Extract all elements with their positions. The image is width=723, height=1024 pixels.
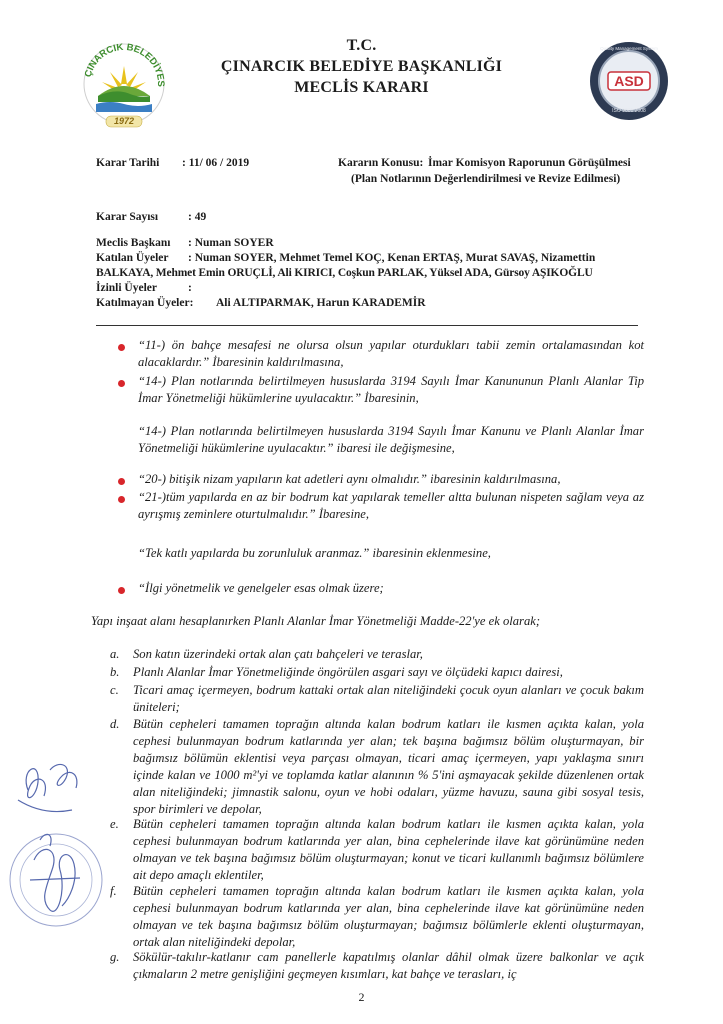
bullet-marker — [118, 496, 125, 503]
logo-year: 1972 — [113, 116, 135, 126]
attendees-line-2: BALKAYA, Mehmet Emin ORUÇLİ, Ali KIRICI, Coşkun PARLAK, Yüksel ADA, Gürsoy AŞIKOĞLU — [96, 267, 593, 279]
subject-line-2: (Plan Notlarının Değerlendirilmesi ve Revize Edilmesi) — [351, 173, 621, 185]
header-institution: ÇINARCIK BELEDİYE BAŞKANLIĞI — [220, 58, 503, 75]
page-number: 2 — [358, 990, 365, 1004]
list-label: c. — [110, 683, 119, 697]
on-leave-label: İzinli Üyeler — [96, 282, 157, 294]
list-label: e. — [110, 817, 119, 831]
list-label: b. — [110, 665, 120, 679]
bullet-item-21-addition: “Tek katlı yapılarda bu zorunluluk aranmaz.” ibaresinin eklenmesine, — [138, 546, 491, 560]
bullet-item-regulation: “İlgi yönetmelik ve genelgeler esas olmak üzere; — [138, 581, 384, 595]
list-item: Son katın üzerindeki ortak alan çatı bahçeleri ve teraslar, — [133, 647, 423, 661]
bullet-item-11: “11-) ön bahçe mesafesi ne olursa olsun yapılar oturdukları tabii zemin ortalamasından kot alacaklardır.” İbaresinin kaldırılmasına, — [138, 338, 644, 369]
subject-label: Kararın Konusu: — [338, 157, 424, 169]
council-chair-value: : Numan SOYER — [188, 237, 274, 249]
svg-text:ÇINARCIK BELEDİYESİ: ÇINARCIK BELEDİYES — [82, 41, 167, 87]
bullet-item-14: “14-) Plan notlarında belirtilmeyen hususlarda 3194 Sayılı İmar Kanununun Planlı Alanlar Tip İmar Yönetmeliği hükümlerine uyulacaktır.” İbaresinin, — [138, 374, 644, 405]
subject-line-1: İmar Komisyon Raporunun Görüşülmesi — [428, 157, 631, 169]
decision-number-label: Karar Sayısı — [96, 211, 159, 223]
council-chair-label: Meclis Başkanı — [96, 237, 171, 249]
bullet-marker — [118, 344, 125, 351]
header-tc: T.C. — [346, 37, 377, 54]
header-document-type: MECLİS KARARI — [294, 79, 429, 96]
handwritten-signature — [0, 730, 120, 960]
bullet-item-14-revision: “14-) Plan notlarında belirtilmeyen hususlarda 3194 Sayılı İmar Kanunu ve Planlı Alanlar İmar Yönetmeliği hükümlerine uyulacaktır.” ibaresi ile değişmesine, — [138, 424, 644, 455]
list-item: Sökülür-takılır-katlanır cam panellerle kapatılmış olanlar dâhil olmak üzere balkonlar ve açık çıkmaların 2 metre genişliğini geçmeyen kısımları, kat bahçe ve terasları, iç — [133, 950, 644, 981]
decision-date-value: : 11/ 06 / 2019 — [182, 157, 250, 169]
cert-standard: ISO 9001:2008 — [612, 108, 646, 114]
list-item: Bütün cepheleri tamamen toprağın altında kalan bodrum katları ile kısmen açıkta kalan, yola cephesi bulunmayan bodrum katlarında yer alan, bina cephelerinde ilave kat görünümüne neden olmayan ve tek başına bağımsız bölüm oluşturmayan; konut ve ticari kullanımlı bağımsız bölümlere ait depo amaçlı eklentiler, — [133, 817, 644, 882]
header-divider — [96, 325, 638, 326]
decision-date-label: Karar Tarihi — [96, 157, 160, 169]
bullet-marker — [118, 478, 125, 485]
list-label: a. — [110, 647, 120, 661]
attendees-line-1: : Numan SOYER, Mehmet Temel KOÇ, Kenan ERTAŞ, Murat SAVAŞ, Nizamettin — [188, 252, 596, 264]
bullet-marker — [118, 380, 125, 387]
bullet-item-20: “20-) bitişik nizam yapıların kat adetleri aynı olmalıdır.” ibaresinin kaldırılmasına, — [138, 472, 561, 486]
list-item: Planlı Alanlar İmar Yönetmeliğinde öngörülen asgari sayı ve ölçüdeki kapıcı dairesi, — [133, 665, 563, 679]
absent-value: Ali ALTIPARMAK, Harun KARADEMİR — [216, 297, 426, 309]
decision-number-value: : 49 — [188, 211, 207, 223]
on-leave-value: : — [188, 282, 192, 294]
list-label: d. — [110, 717, 120, 731]
cert-text: Quality Management System — [600, 46, 658, 51]
list-item: Ticari amaç içermeyen, bodrum kattaki ortak alan niteliğindeki çocuk oyun alanları ve çocuk bakım üniteleri; — [133, 683, 644, 714]
list-item: Bütün cepheleri tamamen toprağın altında kalan bodrum katları ile kısmen açıkta kalan, yola cephesi bulunmayan bodrum katlarında yer alan, bina cephelerinde ilave kat görünümüne neden olmayan ve tek başına bağımsız bölüm oluşturmayan; bağımsız bölümlerle eklenti oluşturmayan, ortak alan niteliğindeki depolar, — [133, 884, 644, 949]
bullet-marker — [118, 587, 125, 594]
list-label: g. — [110, 950, 120, 964]
list-label: f. — [110, 884, 117, 898]
list-item: Bütün cepheleri tamamen toprağın altında kalan bodrum katları ile kısmen açıkta kalan, yola cephesi bulunmayan bodrum katlarında yer alan; tek başına bağımsız bölüm oluşturmayan, bir bağımsız bölümün eklentisi veya parçası olmayan, ticari amaç içermeyen, yapı yaklaşma sınırı içinde kalan ve 1000 m²'yi ve toplamda katlar alanının % 5'ini aşmayacak şekilde düzenlenen ortak alan niteliğindeki; jimnastik salonu, oyun ve hobi odaları, yüzme havuzu, sauna gibi sosyal tesis, spor birimleri ve depolar, — [133, 717, 644, 816]
attendees-label: Katılan Üyeler — [96, 252, 169, 264]
calculation-intro: Yapı inşaat alanı hesaplanırken Planlı Alanlar İmar Yönetmeliği Madde-22'ye ek olarak; — [91, 614, 541, 628]
cert-mark: ASD — [614, 73, 644, 89]
bullet-item-21: “21-)tüm yapılarda en az bir bodrum kat yapılarak temeller altta bulunan nispeten sağlam veya az ayrışmış zeminlere oturtulmalıdır.” İbaresine, — [138, 490, 644, 521]
absent-label: Katılmayan Üyeler: — [96, 297, 194, 309]
